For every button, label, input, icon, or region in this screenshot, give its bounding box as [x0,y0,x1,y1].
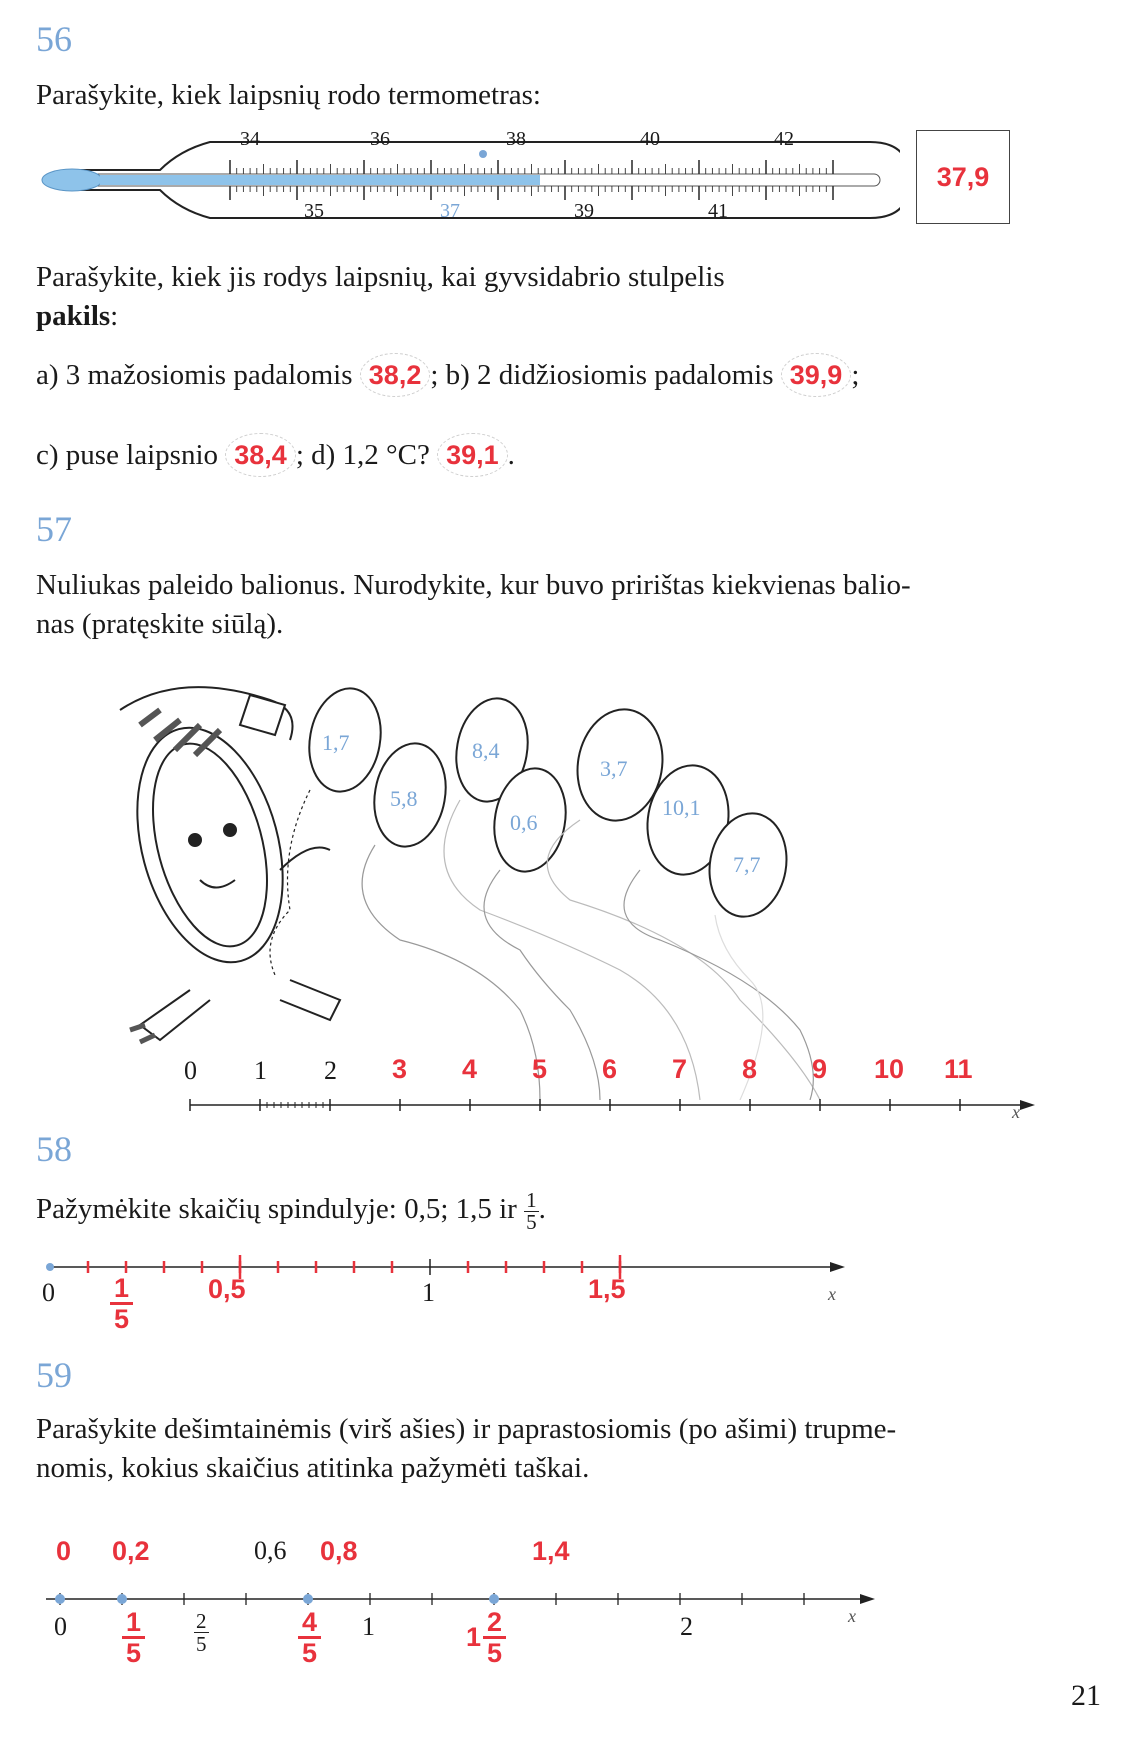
ex59-above-08: 0,8 [320,1536,358,1566]
part-b-end: ; [851,359,860,391]
thermo-label-39: 39 [574,200,594,222]
ex58-frac-den: 5 [526,1210,537,1234]
balloon-label-4: 0,6 [510,810,538,835]
part-a-label: a) 3 mažosiomis padalomis [36,359,353,391]
balloon-label-7: 7,7 [733,852,761,877]
thermo-label-34: 34 [240,128,260,150]
ex59-frac1-num: 1 [122,1608,145,1639]
ex57-label-1: 1 [254,1056,267,1085]
ex58-axis-labels [40,1270,850,1360]
ex58-text: Pažymėkite skaičių spindulyje: 0,5; 1,5 ir [36,1193,517,1226]
thermo-label-41: 41 [708,200,728,222]
ex59-marked-point [303,1594,313,1604]
ex59-mixed-num: 2 [483,1608,506,1639]
ex58-frac-end: . [538,1193,546,1226]
part-a-answer[interactable]: 38,2 [360,353,431,397]
ex57-red-7: 7 [672,1054,688,1084]
thermometer-answer-box[interactable] [916,130,1010,224]
ex58-label-zero: 0 [42,1278,55,1307]
ex59-axis-var: x [848,1606,856,1626]
part-d-end: . [507,439,515,471]
ex59-above-0: 0 [56,1536,72,1566]
ex59-below-frac-black [194,1610,209,1655]
ex58-label-one: 1 [422,1278,435,1307]
thermo-label-35: 35 [304,200,324,222]
exercise-56-instruction: Parašykite, kiek laipsnių rodo termometras: [36,79,541,111]
thermo-label-40: 40 [640,128,660,150]
ex59-black-frac-num: 2 [196,1609,207,1633]
ex58-frac-num: 1 [526,1188,537,1212]
part-c-label: c) puse laipsnio [36,439,219,471]
ex57-red-6: 6 [602,1054,618,1084]
ex59-marked-point [117,1594,127,1604]
exercise-59-instruction [36,1410,1116,1488]
question2-bold: pakils [36,300,111,333]
ex58-red-one-half: 1,5 [588,1274,626,1304]
exercise-58-number: 58 [36,1129,72,1169]
ex58-red-half: 0,5 [208,1274,246,1304]
question2-colon: : [110,300,119,333]
ex58-fraction [524,1190,539,1233]
ex57-axis-var: x [1012,1102,1020,1122]
ex57-label-2: 2 [324,1056,337,1085]
exercise-56-row-cd [36,436,515,475]
ex57-red-5: 5 [532,1054,548,1084]
ex59-below-zero: 0 [54,1612,67,1641]
ex59-below-labels [40,1606,880,1692]
exercise-56-question2 [36,258,1106,336]
ex57-red-10: 10 [874,1054,905,1084]
exercise-56-row-ab [36,356,859,395]
part-d-label: ; d) 1,2 °C? [295,439,430,471]
exercise-56-number: 56 [36,19,72,59]
ex57-red-9: 9 [812,1054,828,1084]
balloon-label-6: 10,1 [662,795,701,820]
ex57-axis-labels [180,1050,1040,1140]
ex59-above-06: 0,6 [254,1536,287,1565]
part-b-label: ; b) 2 didžiosiomis padalomis [430,359,774,391]
thermo-label-36: 36 [370,128,390,150]
ex58-axis-var: x [828,1284,836,1304]
exercise-57-number: 57 [36,509,72,549]
ex59-mixed-den: 5 [487,1638,503,1669]
ex57-line2: nas (pratęskite siūlą). [36,608,284,641]
ex59-above-14: 1,4 [532,1536,570,1566]
ex59-marked-point [55,1594,65,1604]
balloon-label-1: 1,7 [322,730,350,755]
exercise-59-number: 59 [36,1355,72,1395]
thermo-top-labels-layer [30,130,900,230]
thermo-label-42: 42 [774,128,794,150]
exercise-58-instruction [36,1190,546,1233]
ex59-frac2-num: 4 [298,1608,321,1639]
balloon-label-2: 5,8 [390,786,418,811]
ex59-line2: nomis, kokius skaičius atitinka pažymėti taškai. [36,1452,590,1485]
balloon-labels [100,680,1060,1100]
ex58-red-frac [110,1274,133,1334]
part-b-answer[interactable]: 39,9 [781,353,852,397]
ex59-above-02: 0,2 [112,1536,150,1566]
ex57-red-8: 8 [742,1054,758,1084]
ex57-line1: Nuliukas paleido balionus. Nurodykite, kur buvo pririštas kiekvienas balio- [36,569,911,601]
ex57-label-0: 0 [184,1056,197,1085]
question2-line1: Parašykite, kiek jis rodys laipsnių, kai gyvsidabrio stulpelis [36,261,725,293]
balloon-label-3: 8,4 [472,738,500,763]
ex59-below-frac1 [122,1608,145,1668]
thermometer-answer: 37,9 [936,161,990,192]
page-number: 21 [1071,1679,1101,1712]
part-c-answer[interactable]: 38,4 [225,433,296,477]
balloon-label-5: 3,7 [600,756,628,781]
ex57-red-11: 11 [944,1054,973,1084]
ex59-black-frac-den: 5 [196,1632,207,1657]
ex59-below-frac2 [298,1608,321,1668]
ex58-red-frac-num: 1 [110,1274,133,1305]
ex59-below-mixed [466,1608,506,1668]
ex57-red-4: 4 [462,1054,478,1084]
ex59-above-labels [40,1536,880,1576]
ex59-line1: Parašykite dešimtainėmis (virš ašies) ir paprastosiomis (po ašimi) trupme- [36,1413,897,1445]
ex59-marked-point [489,1594,499,1604]
ex59-below-one: 1 [362,1612,375,1641]
ex59-frac2-den: 5 [302,1638,318,1669]
ex59-number-axis [40,1584,880,1614]
ex59-mixed-whole: 1 [466,1622,482,1653]
ex57-red-3: 3 [392,1054,408,1084]
ex59-frac1-den: 5 [126,1638,142,1669]
thermo-label-38: 38 [506,128,526,150]
thermo-label-37: 37 [440,200,460,222]
exercise-57-instruction [36,566,1116,644]
ex59-below-two: 2 [680,1612,693,1641]
ex59-mixed-frac [483,1608,506,1668]
part-d-answer[interactable]: 39,1 [437,433,508,477]
ex58-red-frac-den: 5 [114,1304,130,1335]
